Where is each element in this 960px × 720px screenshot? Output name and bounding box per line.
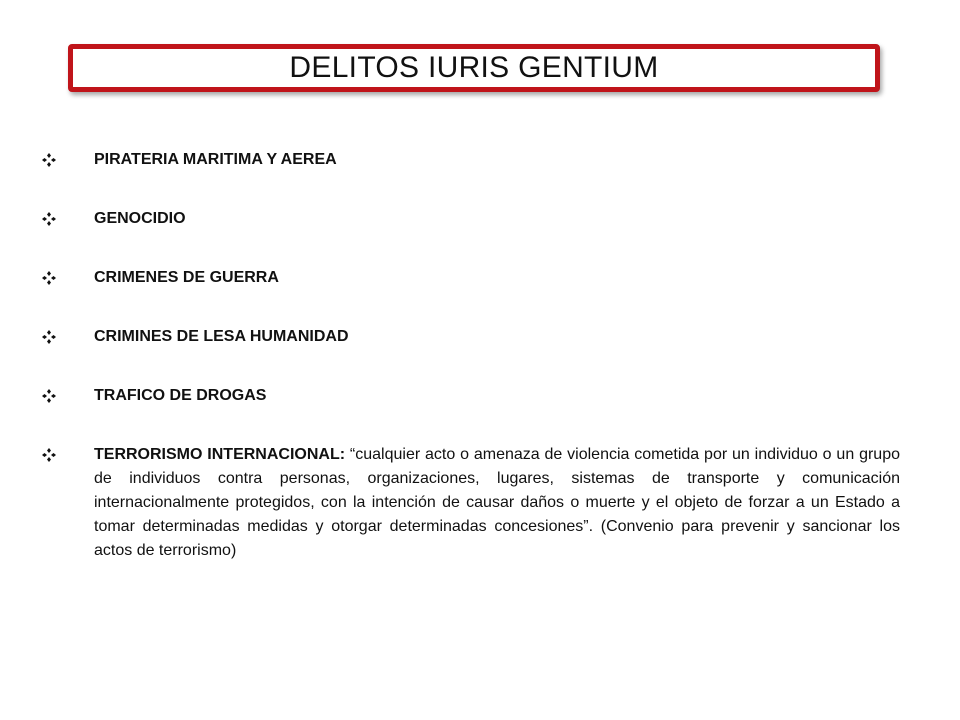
bullet-list <box>40 148 900 563</box>
four-diamond-bullet-icon <box>40 266 60 290</box>
four-diamond-bullet-icon <box>40 384 60 408</box>
item-label: CRIMENES DE GUERRA <box>94 269 279 286</box>
list-item <box>40 384 900 408</box>
slide-title: DELITOS IURIS GENTIUM <box>289 51 659 84</box>
definition-text: “cualquier acto o amenaza de violencia cometida por un individuo o un grupo de individuos contra personas, organizaciones, lugares, sistemas de transporte y comunicación internacionalmente protegidos, con la intención de causar daños o muerte y el objeto de forzar a un Estado a tomar determinadas medidas y otorgar determinadas concesiones”. (Convenio para prevenir y sancionar los actos de terrorismo) <box>94 446 900 559</box>
item-label: PIRATERIA MARITIMA Y AEREA <box>94 151 337 168</box>
title-frame <box>68 44 880 92</box>
item-label: TERRORISMO INTERNACIONAL: <box>94 446 346 463</box>
four-diamond-bullet-icon <box>40 148 60 172</box>
list-item <box>40 266 900 290</box>
list-item <box>40 148 900 172</box>
list-item <box>40 325 900 349</box>
four-diamond-bullet-icon <box>40 207 60 231</box>
item-label: CRIMINES DE LESA HUMANIDAD <box>94 328 349 345</box>
four-diamond-bullet-icon <box>40 325 60 349</box>
four-diamond-bullet-icon <box>40 443 60 467</box>
list-item <box>40 207 900 231</box>
list-item-definition <box>40 443 900 563</box>
item-label: TRAFICO DE DROGAS <box>94 387 267 404</box>
item-label: GENOCIDIO <box>94 210 186 227</box>
